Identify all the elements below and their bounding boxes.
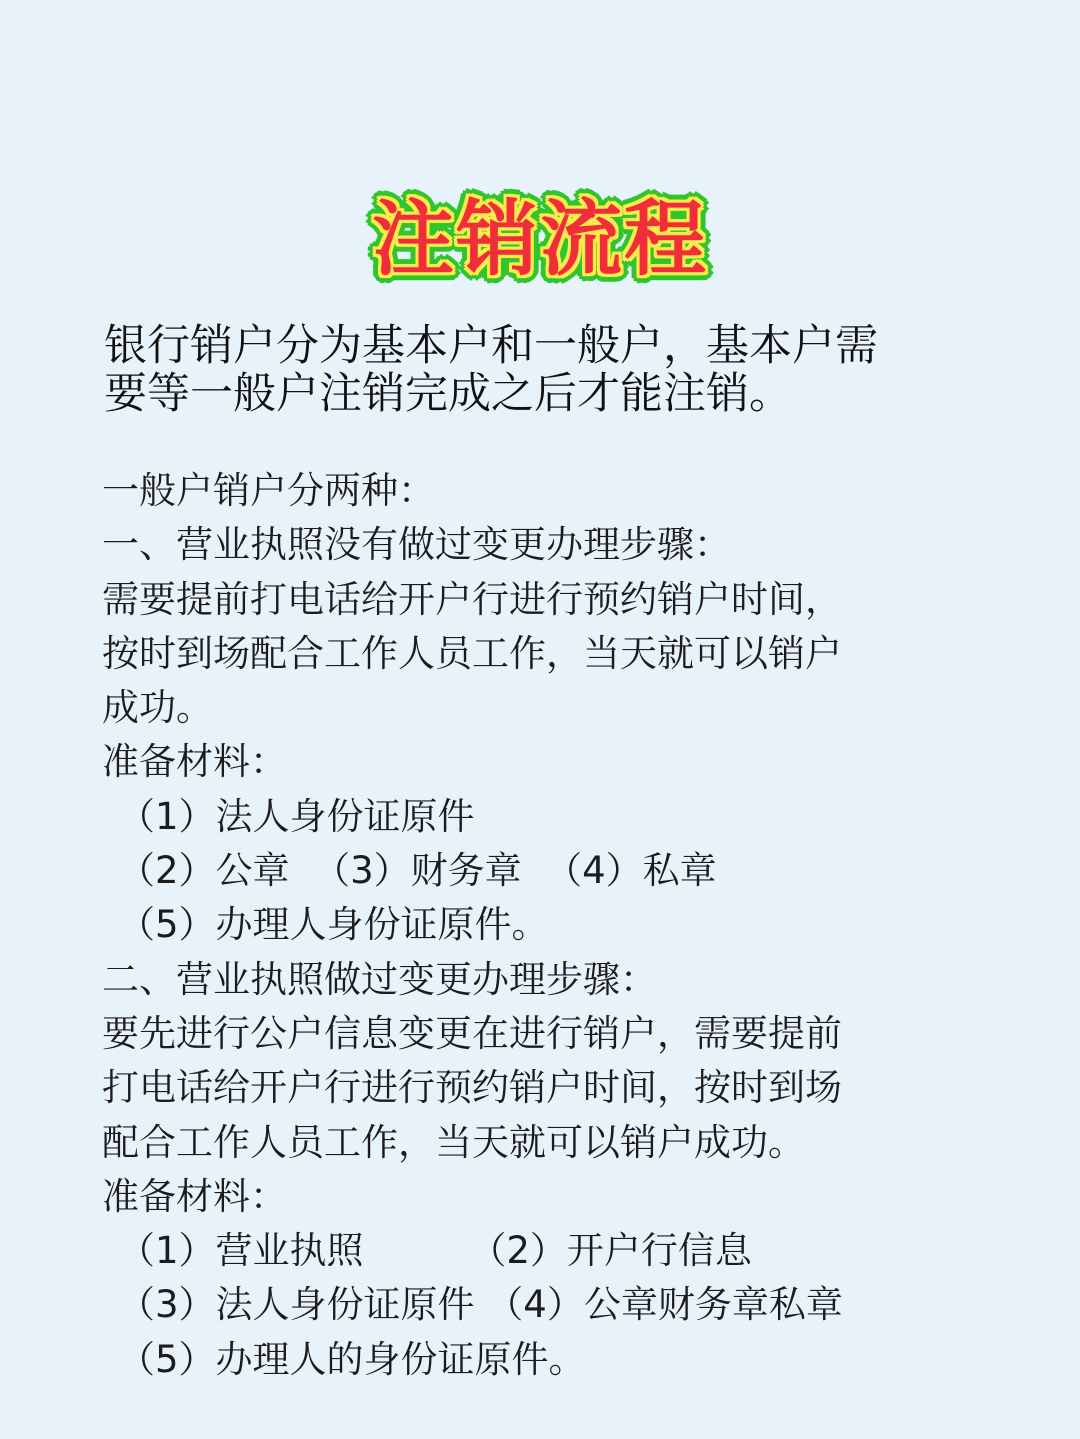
section-heading: 一般户销户分两种： [102, 469, 435, 512]
material-item: （3）法人身份证原件 （4）公章财务章私章 [118, 1283, 843, 1327]
step-heading-2: 二、营业执照做过变更办理步骤： [102, 957, 657, 1001]
material-item: （1）营业执照 （2）开户行信息 [118, 1229, 752, 1273]
step-heading-1: 一、营业执照没有做过变更办理步骤： [102, 523, 731, 567]
intro-line: 要等一般户注销完成之后才能注销。 [104, 369, 792, 419]
materials-heading: 准备材料： [102, 1174, 287, 1218]
body-content [102, 464, 1002, 1387]
step-text: 需要提前打电话给开户行进行预约销户时间， [102, 577, 842, 621]
material-item: （2）公章 （3）财务章 （4）私章 [118, 849, 717, 893]
step-text: 配合工作人员工作，当天就可以销户成功。 [102, 1120, 805, 1164]
step-text: 打电话给开户行进行预约销户时间，按时到场 [102, 1066, 842, 1110]
step-text: 要先进行公户信息变更在进行销户，需要提前 [102, 1011, 842, 1055]
material-item: （5）办理人的身份证原件。 [118, 1337, 586, 1381]
intro-paragraph [104, 322, 984, 418]
materials-heading: 准备材料： [102, 740, 287, 784]
material-item: （1）法人身份证原件 [118, 794, 475, 838]
step-text: 成功。 [102, 686, 213, 730]
step-text: 按时到场配合工作人员工作，当天就可以销户 [102, 631, 842, 675]
page-title: 注销流程 [371, 192, 708, 287]
intro-line: 银行销户分为基本户和一般户，基本户需 [104, 321, 878, 371]
material-item: （5）办理人身份证原件。 [118, 903, 549, 947]
